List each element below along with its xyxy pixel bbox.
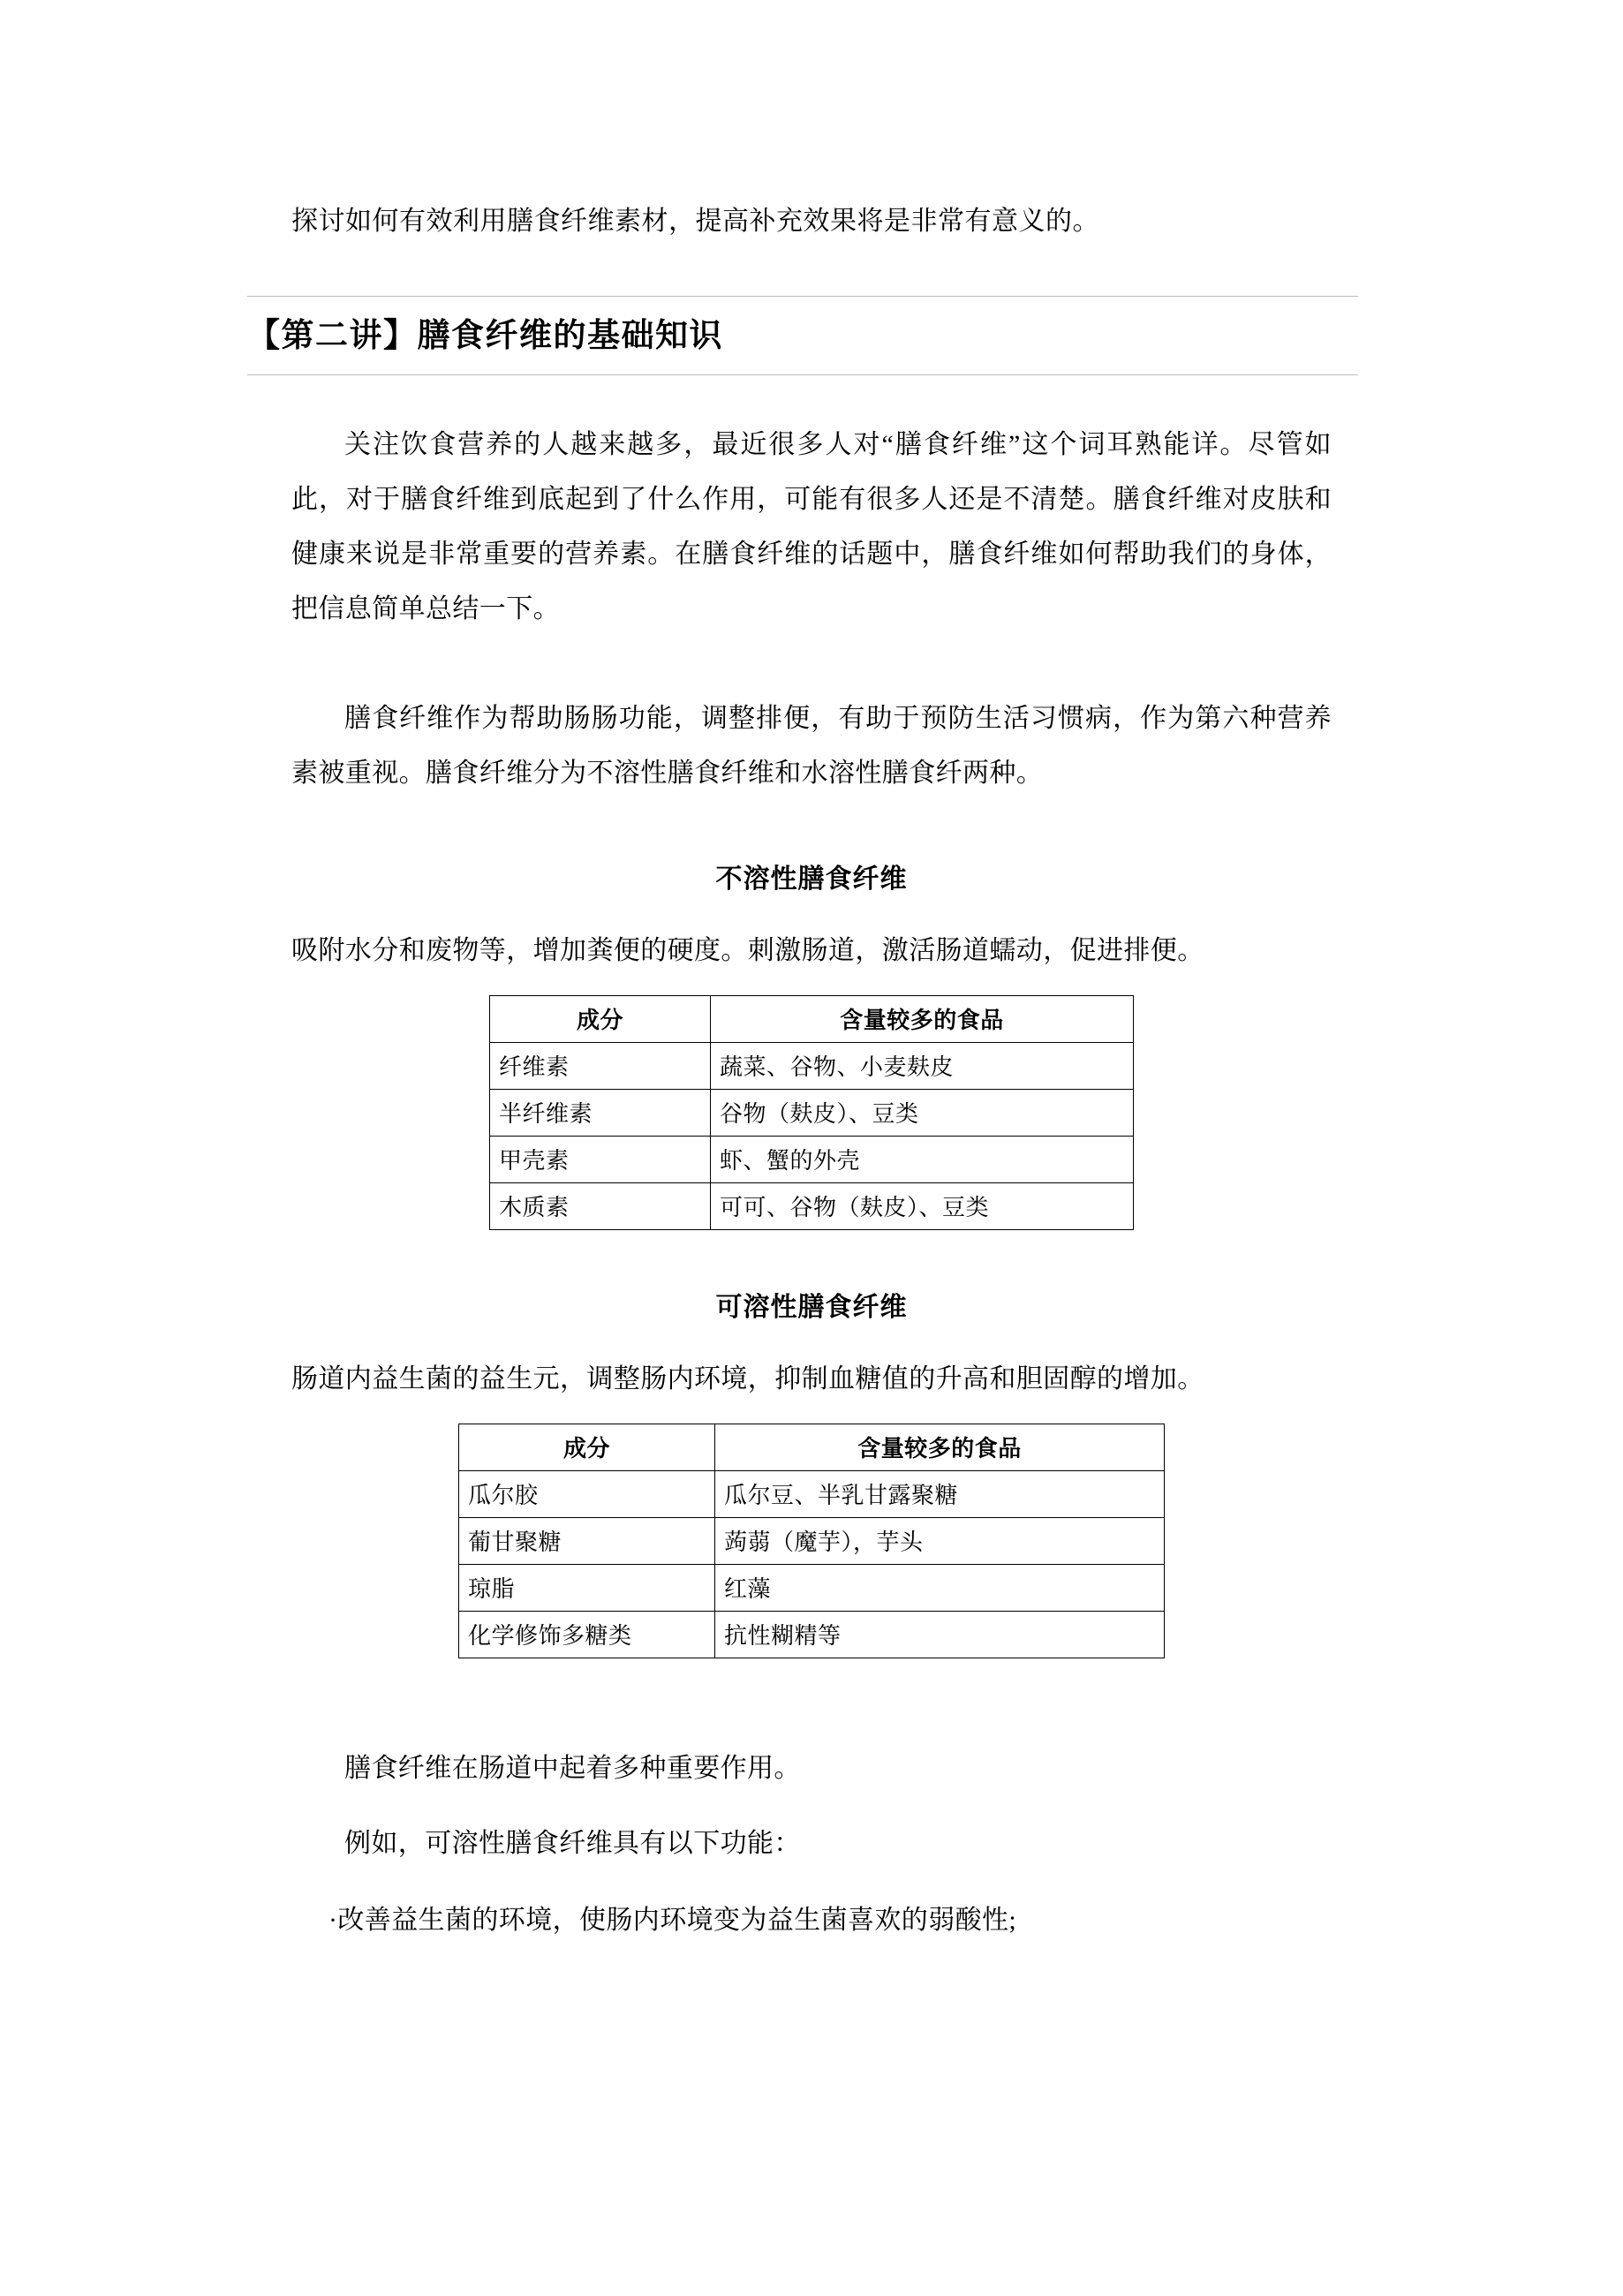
- table-cell-component: 化学修饰多糖类: [459, 1611, 715, 1658]
- subheading-soluble-fiber: 可溶性膳食纤维: [715, 1292, 908, 1322]
- table-cell-foods: 瓜尔豆、半乳甘露聚糖: [715, 1470, 1165, 1517]
- table-cell-component: 琼脂: [459, 1564, 715, 1611]
- closing-paragraph-1: 膳食纤维在肠道中起着多种重要作用。: [344, 1753, 801, 1783]
- table-cell-foods: 抗性糊精等: [715, 1611, 1165, 1658]
- soluble-fiber-table: [458, 1424, 1165, 1658]
- table-row: [490, 1136, 1134, 1182]
- table-row: [459, 1517, 1165, 1564]
- insoluble-fiber-table: [489, 995, 1134, 1230]
- table-header-row: [459, 1424, 1165, 1470]
- table-header-cell: 含量较多的食品: [711, 995, 1134, 1042]
- table-cell-foods: 谷物（麸皮）、豆类: [711, 1089, 1134, 1136]
- table-cell-component: 纤维素: [490, 1042, 711, 1089]
- intro-paragraph: 探讨如何有效利用膳食纤维素材，提高补充效果将是非常有意义的。: [291, 207, 1099, 236]
- closing-paragraph-2: 例如，可溶性膳食纤维具有以下功能：: [344, 1828, 801, 1858]
- table-row: [459, 1611, 1165, 1658]
- table-cell-foods: 可可、谷物（麸皮）、豆类: [711, 1182, 1134, 1229]
- table-row: [459, 1564, 1165, 1611]
- table-row: [490, 1182, 1134, 1229]
- table-cell-foods: 蔬菜、谷物、小麦麸皮: [711, 1042, 1134, 1089]
- table-header-cell: 成分: [490, 995, 711, 1042]
- table-cell-foods: 虾、蟹的外壳: [711, 1136, 1134, 1182]
- subheading-insoluble-fiber: 不溶性膳食纤维: [715, 864, 908, 894]
- table-cell-component: 木质素: [490, 1182, 711, 1229]
- table-header-cell: 成分: [459, 1424, 715, 1470]
- table-cell-component: 葡甘聚糖: [459, 1517, 715, 1564]
- table-row: [490, 1042, 1134, 1089]
- table-cell-component: 甲壳素: [490, 1136, 711, 1182]
- table-row: [459, 1470, 1165, 1517]
- table-cell-foods: 蒟蒻（魔芋），芋头: [715, 1517, 1165, 1564]
- closing-block: [291, 1743, 1332, 1945]
- section-heading-block: [247, 296, 1358, 375]
- soluble-fiber-lead: 肠道内益生菌的益生元，调整肠内环境，抑制血糖值的升高和胆固醇的增加。: [291, 1363, 1204, 1393]
- table-cell-foods: 红藻: [715, 1564, 1165, 1611]
- table-cell-component: 半纤维素: [490, 1089, 711, 1136]
- table-header-cell: 含量较多的食品: [715, 1424, 1165, 1470]
- closing-bullet-1: ·改善益生菌的环境，使肠内环境变为益生菌喜欢的弱酸性;: [328, 1905, 1017, 1935]
- table-header-row: [490, 995, 1134, 1042]
- table-row: [490, 1089, 1134, 1136]
- paragraph-2: 膳食纤维作为帮助肠肠功能，调整排便，有助于预防生活习惯病，作为第六种营养素被重视。膳食纤维分为不溶性膳食纤维和水溶性膳食纤两种。: [291, 704, 1332, 789]
- insoluble-fiber-lead: 吸附水分和废物等，增加粪便的硬度。刺激肠道，激活肠道蠕动，促进排便。: [291, 935, 1204, 965]
- section-heading: 【第二讲】膳食纤维的基础知识: [247, 318, 723, 354]
- paragraph-1: 关注饮食营养的人越来越多，最近很多人对“膳食纤维”这个词耳熟能详。尽管如此，对于膳食纤维到底起到了什么作用，可能有很多人还是不清楚。膳食纤维对皮肤和健康来说是非常重要的营养素。在膳食纤维的话题中，膳食纤维如何帮助我们的身体，把信息简单总结一下。: [291, 429, 1332, 624]
- table-cell-component: 瓜尔胶: [459, 1470, 715, 1517]
